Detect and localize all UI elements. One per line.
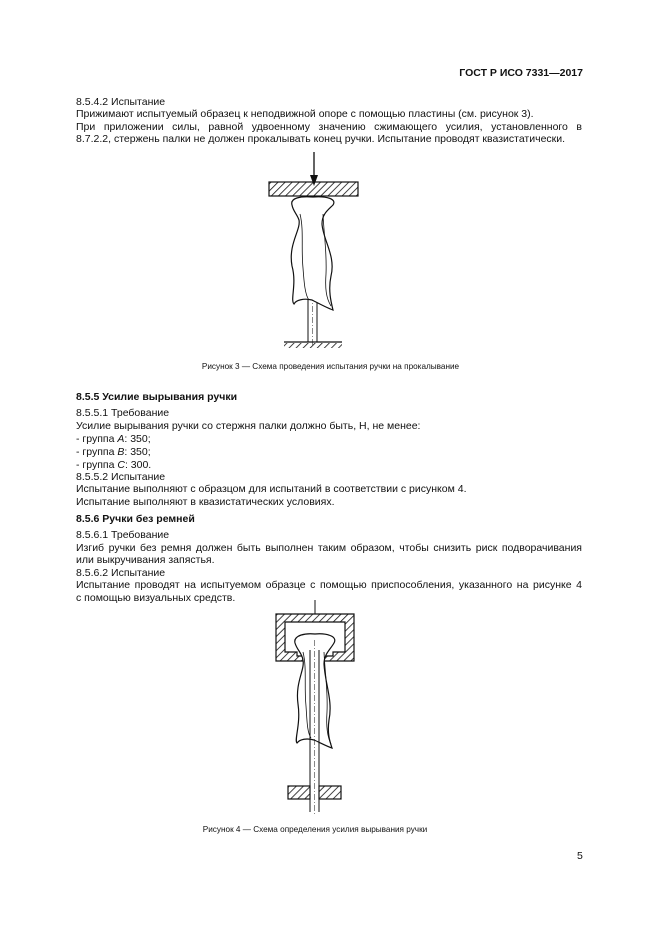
figure-4-caption: Рисунок 4 — Схема определения усилия вырывания ручки (202, 825, 428, 834)
page-number: 5 (577, 850, 583, 862)
heading-8-5-6: 8.5.6 Ручки без ремней (76, 513, 195, 525)
group-letter: А (117, 433, 125, 445)
figure-3-caption: Рисунок 3 — Схема проведения испытания ручки на прокалывание (201, 362, 460, 371)
lower-clamp-left (288, 786, 310, 799)
group-letter: С (117, 459, 125, 471)
group-prefix: - группа (76, 446, 118, 458)
heading-8-5-5-2: 8.5.5.2 Испытание (76, 471, 166, 483)
group-prefix: - группа (76, 433, 118, 445)
paragraph-press-sample: Прижимают испытуемый образец к неподвижной опоре с помощью пластины (см. рисунок 3). (76, 108, 534, 120)
document-header: ГОСТ Р ИСО 7331—2017 (459, 67, 583, 79)
heading-8-5-6-2: 8.5.6.2 Испытание (76, 567, 166, 579)
paragraph-force-line1: При приложении силы, равной удвоенному значению сжимающего усилия, установленного в (76, 121, 582, 133)
group-value: : 300. (124, 459, 152, 471)
requirement-line2: или выкручивания запястья. (76, 554, 215, 566)
group-letter: В (117, 446, 125, 458)
group-prefix: - группа (76, 459, 118, 471)
heading-8-5-5: 8.5.5 Усилие вырывания ручки (76, 391, 238, 403)
lower-clamp-right (319, 786, 341, 799)
requirement-line1: Изгиб ручки без ремня должен быть выполнен таким образом, чтобы снизить риск подворачивания (76, 542, 582, 554)
heading-8-5-4-2: 8.5.4.2 Испытание (76, 96, 166, 108)
group-value: : 350; (124, 433, 151, 445)
test-line2: с помощью визуальных средств. (76, 592, 236, 604)
paragraph-force-line2: 8.7.2.2, стержень палки не должен прокалывать конец ручки. Испытание проводят квазистатически. (76, 133, 566, 145)
requirement-text: Усилие вырывания ручки со стержня палки должно быть, Н, не менее: (76, 420, 421, 432)
test-line1: Испытание проводят на испытуемом образце с помощью приспособления, указанного на рисунке 4 (76, 579, 582, 591)
test-text-2: Испытание выполняют в квазистатических условиях. (76, 496, 335, 508)
group-value: : 350; (124, 446, 151, 458)
test-text-1: Испытание выполняют с образцом для испытаний в соответствии с рисунком 4. (76, 483, 467, 495)
grip-handle (295, 634, 335, 748)
heading-8-5-6-1: 8.5.6.1 Требование (76, 529, 170, 541)
heading-8-5-5-1: 8.5.5.1 Требование (76, 407, 170, 419)
